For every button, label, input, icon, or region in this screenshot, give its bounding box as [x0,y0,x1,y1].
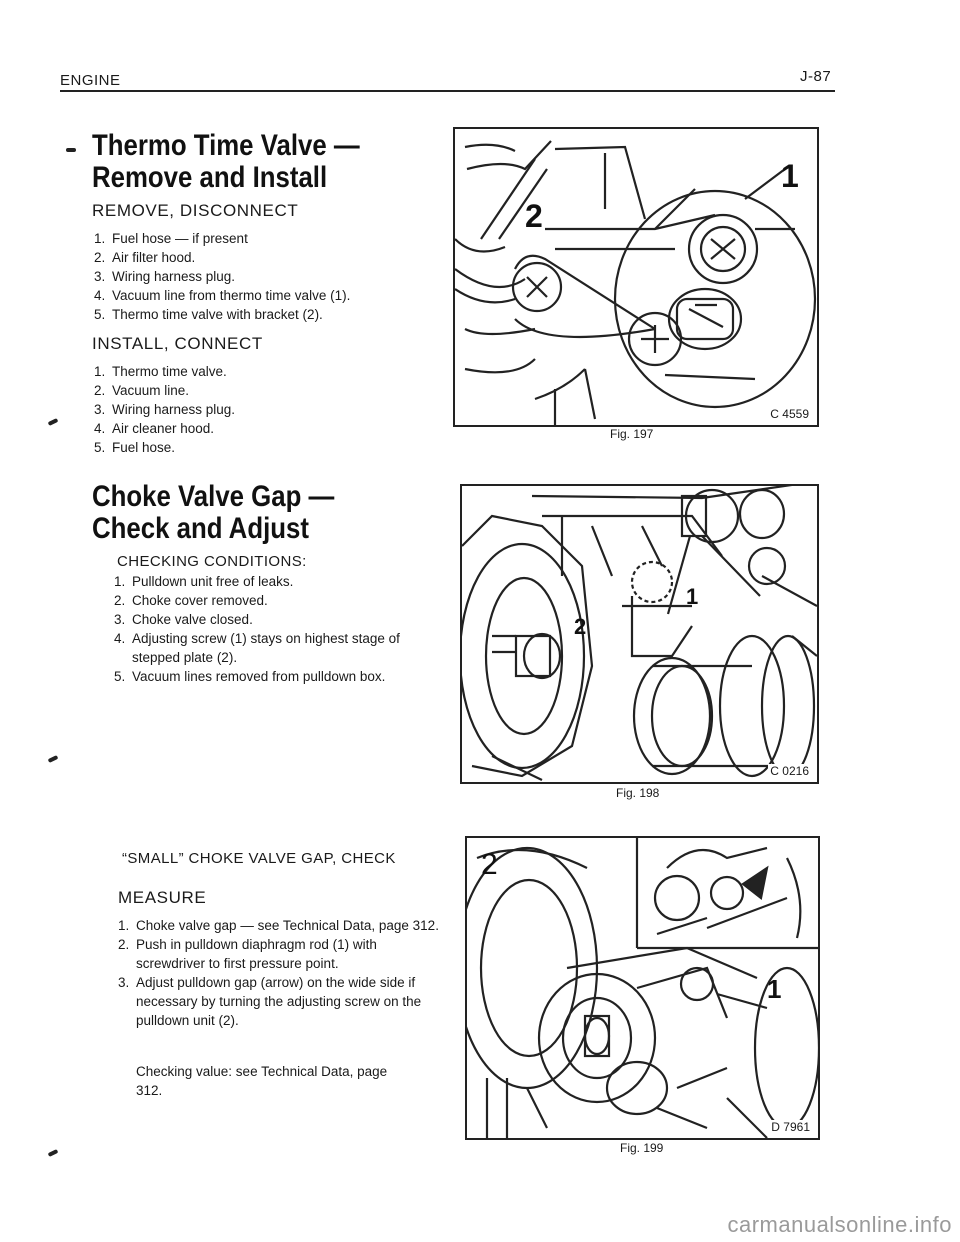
page-number: J-87 [800,68,832,85]
figure-code: C 0216 [770,764,809,778]
figure-label-1: 1 [781,158,799,194]
step-item: 3. Wiring harness plug. [94,402,236,417]
title-line: Remove and Install [92,161,328,194]
section-header: ENGINE [60,72,121,89]
step-item: 2. Push in pulldown diaphragm rod (1) with screwdriver to first pressure point. [118,937,377,971]
step-item: 1. Thermo time valve. [94,364,227,379]
figure-label-2: 2 [574,614,587,639]
step-item: 2. Air filter hood. [94,250,196,265]
pulldown-gap-illustration [467,838,818,1138]
remove-heading: REMOVE, DISCONNECT [92,201,299,220]
figure-label-2: 2 [481,848,498,881]
watermark: carmanualsonline.info [727,1212,952,1237]
step-item: 3. Adjust pulldown gap (arrow) on the wide side if necessary by turning the adjusting screw on the pulldown unit (2). [118,975,422,1028]
figure-caption: Fig. 198 [616,786,660,800]
margin-mark [48,1149,59,1157]
section-title-choke [92,481,334,545]
margin-mark [48,418,59,426]
figure-label-1: 1 [767,974,782,1004]
step-item: 1. Pulldown unit free of leaks. [114,574,294,589]
figure-caption: Fig. 199 [620,1141,664,1155]
step-item: 4. Adjusting screw (1) stays on highest stage of stepped plate (2). [114,631,400,665]
title-line: Thermo Time Valve — [92,129,360,162]
step-item: 4. Vacuum line from thermo time valve (1). [94,288,351,303]
thermo-valve-illustration [455,129,817,425]
step-item: 5. Thermo time valve with bracket (2). [94,307,323,322]
conditions-heading: CHECKING CONDITIONS: [117,553,307,570]
section-title-thermo [92,130,360,194]
figure-code: D 7961 [771,1120,810,1134]
measure-heading: MEASURE [118,888,207,907]
step-item: 4. Air cleaner hood. [94,421,215,436]
step-item: 3. Choke valve closed. [114,612,253,627]
step-item: 5. Fuel hose. [94,440,176,455]
step-item: 1. Fuel hose — if present [94,231,248,246]
step-item: 2. Choke cover removed. [114,593,268,608]
figure-label-1: 1 [686,584,699,609]
step-item: 3. Wiring harness plug. [94,269,236,284]
install-steps [94,362,434,457]
margin-mark [66,148,76,152]
step-item: 5. Vacuum lines removed from pulldown box. [114,669,386,684]
figure-198 [460,484,819,784]
title-line: Choke Valve Gap — [92,480,335,513]
figure-label-2: 2 [525,198,543,234]
conditions-list [114,572,414,686]
figure-199 [465,836,820,1140]
remove-steps [94,229,434,324]
title-line: Check and Adjust [92,512,309,545]
step-item: 1. Choke valve gap — see Technical Data, page 312. [118,918,439,933]
figure-code: C 4559 [770,407,809,421]
step-item: 2. Vacuum line. [94,383,190,398]
choke-gap-illustration [462,486,817,782]
figure-197 [453,127,819,427]
figure-caption: Fig. 197 [610,427,654,441]
small-gap-heading: “SMALL” CHOKE VALVE GAP, CHECK [122,850,396,867]
checking-value: Checking value: see Technical Data, page 312. [136,1064,388,1098]
install-heading: INSTALL, CONNECT [92,334,263,353]
measure-steps [118,916,443,1030]
header-rule [60,90,835,92]
margin-mark [48,755,59,763]
